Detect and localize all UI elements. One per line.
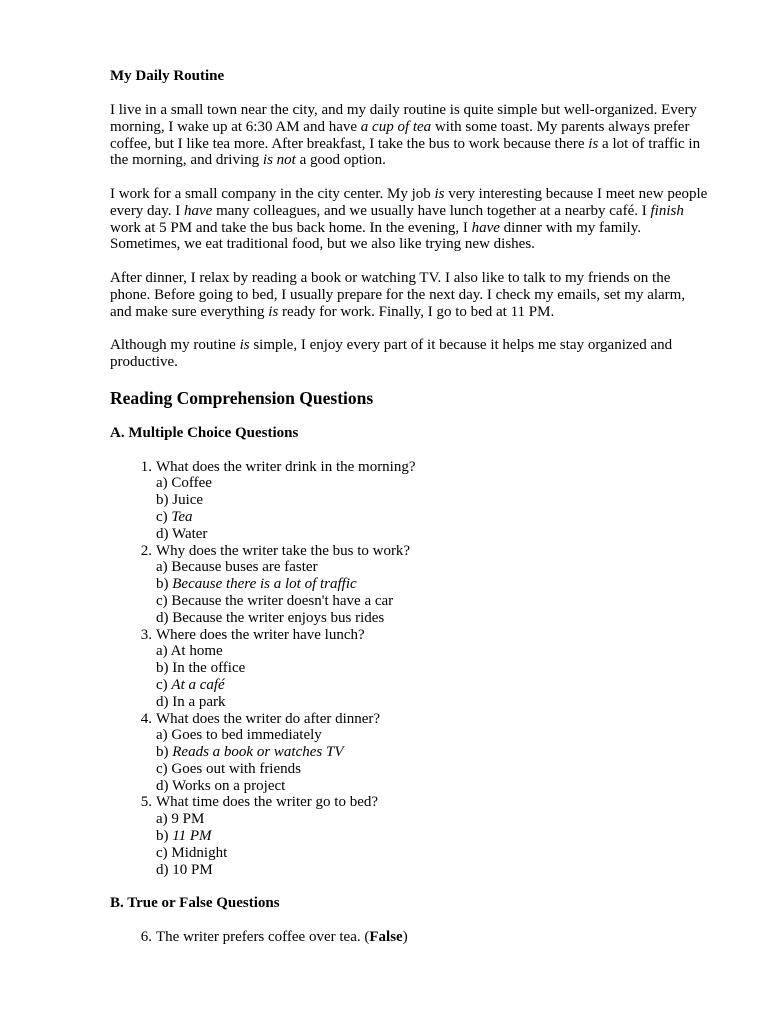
correct-answer-text: 11 PM — [172, 828, 212, 845]
answer-option — [156, 660, 710, 677]
story-paragraph — [110, 102, 710, 169]
question-item — [110, 929, 710, 946]
option-text: Because the writer doesn't have a car — [171, 592, 394, 609]
answer-option — [156, 593, 710, 610]
answer-option — [156, 492, 710, 509]
question-text: What does the writer drink in the morning? — [156, 458, 416, 475]
option-letter: a) — [156, 727, 172, 744]
option-text: At home — [170, 643, 223, 660]
option-letter: c) — [156, 760, 172, 777]
emphasis-text: is — [434, 185, 445, 202]
multiple-choice-list — [110, 459, 710, 879]
option-letter: b) — [156, 744, 173, 761]
paragraph-text: Although my routine — [110, 337, 240, 354]
answer-option — [156, 610, 710, 627]
option-letter: a) — [156, 559, 172, 576]
option-text: Because the writer enjoys bus rides — [172, 609, 385, 626]
answer-option — [156, 862, 710, 879]
option-text: In a park — [172, 693, 226, 710]
emphasis-text: have — [184, 202, 213, 219]
answer-option — [156, 727, 710, 744]
answer-option — [156, 694, 710, 711]
multiple-choice-title: A. Multiple Choice Questions — [110, 424, 299, 441]
option-letter: d) — [156, 693, 173, 710]
paragraph-text: dinner with my family. Sometimes, we eat traditional food, but we also like trying new dishes. — [110, 219, 641, 253]
option-letter: d) — [156, 609, 173, 626]
paragraph-text: many colleagues, and we usually have lunch together at a nearby café. I — [212, 202, 651, 219]
question-item — [110, 543, 710, 627]
option-letter: b) — [156, 660, 173, 677]
answer-option — [156, 677, 710, 694]
question-text: What does the writer do after dinner? — [156, 710, 381, 727]
option-letter: d) — [156, 777, 172, 794]
document-page — [110, 68, 710, 946]
question-item — [110, 627, 710, 711]
story-paragraph — [110, 186, 710, 253]
question-number: 1. — [140, 458, 152, 475]
emphasis-text: is — [588, 135, 599, 152]
option-text: Works on a project — [171, 777, 286, 794]
emphasis-text: is — [239, 337, 250, 354]
true-false-list — [110, 929, 710, 946]
emphasis-text: is not — [262, 152, 296, 169]
paragraph-text: I work for a small company in the city center. My job — [110, 185, 435, 202]
emphasis-text: is — [268, 303, 279, 320]
paragraph-text: I live in a small town near the city, and my daily routine is quite simple but well-organized. Every morning, I wake up at 6:30 AM and have — [110, 102, 697, 135]
question-text: The writer prefers coffee over tea. ( — [156, 929, 370, 946]
question-item — [110, 794, 710, 878]
question-text: What time does the writer go to bed? — [156, 794, 379, 811]
answer-option — [156, 526, 710, 543]
option-text: 9 PM — [171, 811, 205, 828]
paragraph-text: ready for work. Finally, I go to bed at 11 PM. — [278, 303, 555, 320]
answer-label: False — [369, 929, 403, 946]
question-number: 5. — [140, 794, 152, 811]
paragraph-text: with some toast. My parents always prefer coffee, but I like tea more. After breakfast, I take the bus to work because there — [110, 118, 690, 152]
option-letter: c) — [156, 676, 172, 693]
option-letter: b) — [156, 492, 173, 509]
answer-option — [156, 576, 710, 593]
emphasis-text: have — [471, 219, 500, 236]
option-text: Goes to bed immediately — [171, 727, 322, 744]
answer-option — [156, 811, 710, 828]
question-item — [110, 459, 710, 543]
question-text: Why does the writer take the bus to work? — [156, 542, 411, 559]
correct-answer-text: Reads a book or watches TV — [172, 744, 344, 761]
option-text: Coffee — [171, 475, 212, 492]
comprehension-title: Reading Comprehension Questions — [110, 387, 374, 408]
option-letter: c) — [156, 844, 172, 861]
answer-option — [156, 475, 710, 492]
story-paragraph — [110, 270, 710, 320]
paragraph-text: work at 5 PM and take the bus back home. In the evening, I — [110, 219, 472, 236]
option-text: Juice — [172, 492, 204, 509]
emphasis-text: finish — [650, 202, 684, 219]
option-letter: b) — [156, 576, 173, 593]
answer-option — [156, 778, 710, 795]
correct-answer-text: Tea — [171, 508, 193, 525]
option-letter: b) — [156, 828, 173, 845]
answer-option — [156, 845, 710, 862]
option-letter: c) — [156, 592, 172, 609]
paragraph-text: a lot of traffic in the morning, and driving — [110, 135, 701, 169]
option-text: Water — [171, 525, 208, 542]
true-false-title: B. True or False Questions — [110, 895, 280, 912]
option-text: 10 PM — [172, 861, 213, 878]
option-letter: d) — [156, 861, 173, 878]
question-number: 4. — [140, 710, 152, 727]
emphasis-text: a cup of tea — [360, 118, 432, 135]
option-text: Because buses are faster — [171, 559, 318, 576]
answer-option — [156, 744, 710, 761]
answer-option — [156, 509, 710, 526]
question-number: 2. — [140, 542, 152, 559]
answer-option — [156, 559, 710, 576]
answer-option — [156, 761, 710, 778]
question-item — [110, 711, 710, 795]
option-letter: a) — [156, 811, 172, 828]
document-title: My Daily Routine — [110, 68, 225, 84]
question-number: 6. — [140, 929, 152, 946]
paragraph-text: simple, I enjoy every part of it because it helps me stay organized and productive. — [110, 337, 673, 370]
true-false-section — [110, 895, 710, 946]
option-text: Midnight — [171, 844, 228, 861]
paragraph-text: After dinner, I relax by reading a book or watching TV. I also like to talk to my friends on the phone. Before going to bed, I usually prepare for the next day. I check my emails, set my alarm, and make sure everything — [110, 269, 686, 320]
option-letter: c) — [156, 508, 172, 525]
question-number: 3. — [140, 626, 152, 643]
answer-option — [156, 643, 710, 660]
option-letter: d) — [156, 525, 172, 542]
option-letter: a) — [156, 643, 171, 660]
option-text: Goes out with friends — [171, 760, 301, 777]
story-body — [110, 102, 710, 371]
paragraph-text: a good option. — [295, 152, 386, 169]
answer-option — [156, 828, 710, 845]
story-paragraph — [110, 337, 710, 371]
option-letter: a) — [156, 475, 172, 492]
question-text: Where does the writer have lunch? — [156, 626, 365, 643]
correct-answer-text: Because there is a lot of traffic — [172, 576, 357, 593]
closing-paren: ) — [402, 929, 408, 946]
paragraph-text: very interesting because I meet new people every day. I — [110, 185, 708, 219]
correct-answer-text: At a café — [171, 676, 225, 693]
option-text: In the office — [172, 660, 246, 677]
